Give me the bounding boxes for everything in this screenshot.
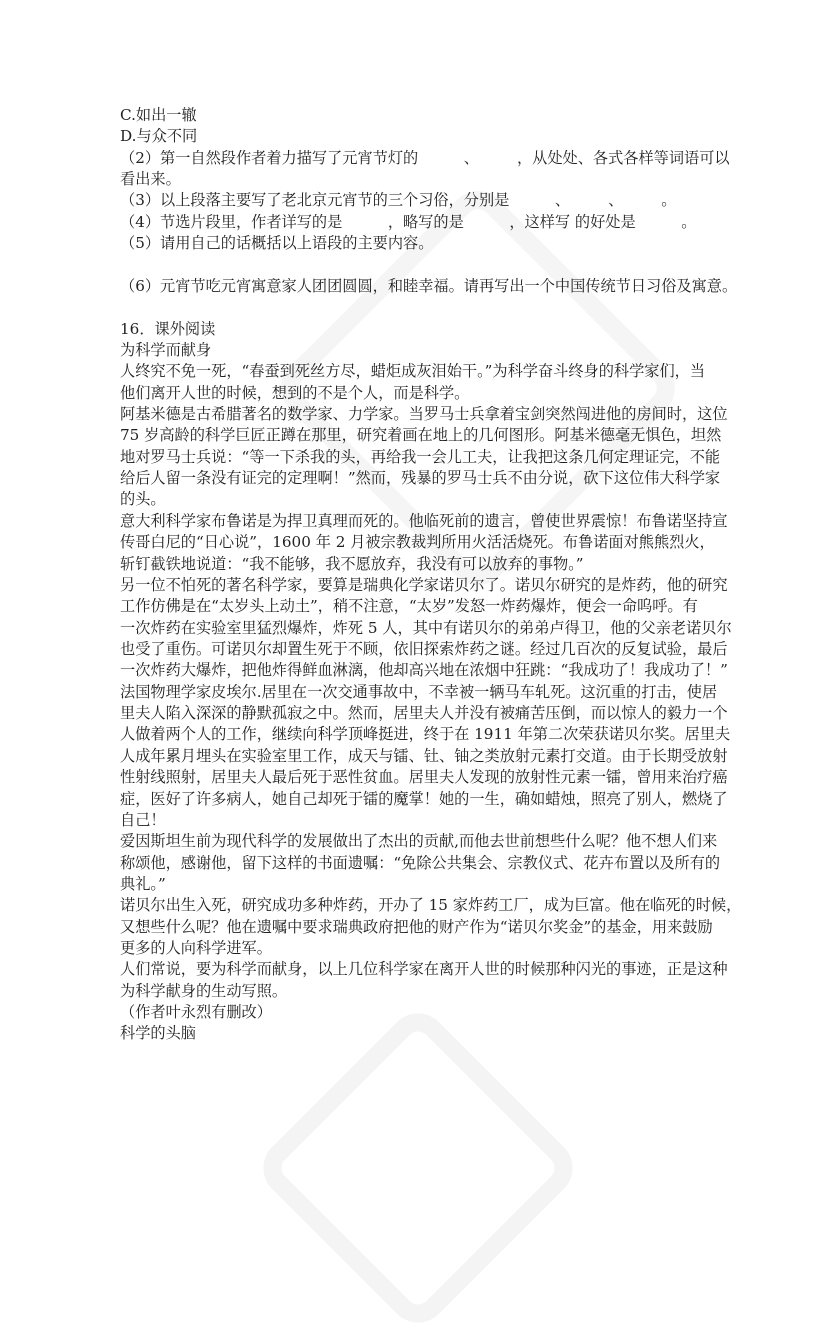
text-line: （6）元宵节吃元宵寓意家人团团圆圆，和睦幸福。请再写出一个中国传统节日习俗及寓意。 — [120, 276, 738, 295]
text-line: 工作仿佛是在“太岁头上动土”，稍不注意，“太岁”发怒一炸药爆炸，便会一命呜呼。有 — [120, 597, 698, 616]
text-line: 意大利科学家布鲁诺是为捍卫真理而死的。他临死前的遗言，曾使世界震惊！布鲁诺坚持宣 — [120, 511, 728, 530]
text-line: 斩钉截铁地说道：“我不能够，我不愿放弃，我没有可以放弃的事物。” — [120, 554, 584, 573]
watermark-logo — [251, 1001, 585, 1335]
text-line: 为科学献身的生动写照。 — [120, 981, 288, 1000]
text-line: 另一位不怕死的著名科学家，要算是瑞典化学家诺贝尔了。诺贝尔研究的是炸药，他的研究 — [120, 575, 728, 594]
text-line: C.如出一辙 — [120, 106, 197, 124]
text-line: 一次炸药大爆炸，把他炸得鲜血淋漓，他却高兴地在浓烟中狂跳：“我成功了！我成功了！” — [120, 661, 728, 680]
text-line: 人终究不免一死，“春蚕到死丝方尽，蜡炬成灰泪始干。”为科学奋斗终身的科学家们，当 — [120, 362, 706, 381]
text-line: 爱因斯坦生前为现代科学的发展做出了杰出的贡献,而他去世前想些什么呢？他不想人们来 — [120, 832, 718, 851]
text-line: 典礼。” — [120, 874, 166, 893]
text-line: 称颂他，感谢他，留下这样的书面遗嘱：“免除公共集会、宗教仪式、花卉布置以及所有的 — [120, 853, 721, 872]
text-line: 人们常说，要为科学而献身，以上几位科学家在离开人世的时候那种闪光的事迹，正是这种 — [120, 960, 728, 979]
text-line: 的头。 — [120, 490, 166, 509]
document-body — [120, 105, 742, 1045]
blank-line — [120, 255, 730, 276]
text-line: （3）以上段落主要写了老北京元宵节的三个习俗，分别是 、 、 。 — [120, 191, 677, 210]
text-line: 16．课外阅读 — [120, 319, 216, 338]
text-line: 自己！ — [120, 810, 166, 829]
text-line: 又想些什么呢？他在遗嘱中要求瑞典政府把他的财产作为“诺贝尔奖金”的基金，用来鼓励 — [120, 917, 713, 936]
text-line: （作者叶永烈有删改） — [120, 1003, 272, 1022]
text-line: 他们离开人世的时候，想到的不是个人，而是科学。 — [120, 383, 470, 402]
text-line: 给后人留一条没有证完的定理啊！”然而，残暴的罗马士兵不由分说，砍下这位伟大科学家 — [120, 469, 721, 488]
text-line: D.与众不同 — [120, 127, 198, 146]
text-line: 更多的人向科学进军。 — [120, 939, 272, 958]
text-line: 法国物理学家皮埃尔.居里在一次交通事故中，不幸被一辆马车轧死。这沉重的打击，使居 — [120, 682, 718, 701]
text-line: 人做着两个人的工作，继续向科学顶峰挺进，终于在 1911 年第二次荣获诺贝尔奖。居里夫 — [120, 725, 731, 744]
text-line: （4）节选片段里，作者详写的是 ，略写的是 ，这样写 的好处是 。 — [120, 212, 697, 231]
text-line: （2）第一自然段作者着力描写了元宵节灯的 、 ，从处处、各式各样等词语可以 — [120, 148, 730, 167]
text-line: 一次炸药在实验室里猛烈爆炸，炸死 5 人，其中有诺贝尔的弟弟卢得卫，他的父亲老诺贝尔 — [120, 618, 732, 637]
blank-line — [120, 297, 730, 318]
text-line: 也受了重伤。可诺贝尔却置生死于不顾，依旧探索炸药之谜。经过几百次的反复试验，最后 — [120, 639, 728, 658]
text-line: 看出来。 — [120, 170, 181, 189]
text-line: 为科学而献身 — [120, 340, 212, 359]
text-line: 地对罗马士兵说：“等一下杀我的头，再给我一会儿工夫，让我把这条几何定理证完，不能 — [120, 447, 721, 466]
text-line: 诺贝尔出生入死，研究成功多种炸药，开办了 15 家炸药工厂，成为巨富。他在临死的时候， — [120, 896, 742, 915]
text-line: 症，医好了许多病人，她自己却死于镭的魔掌！她的一生，确如蜡烛，照亮了别人，燃烧了 — [120, 789, 728, 808]
text-line: 性射线照射，居里夫人最后死于恶性贫血。居里夫人发现的放射性元素一镭，曾用来治疗癌 — [120, 768, 728, 787]
text-line: 人成年累月埋头在实验室里工作，成天与镭、钍、铀之类放射元素打交道。由于长期受放射 — [120, 746, 728, 765]
text-line: （5）请用自己的话概括以上语段的主要内容。 — [120, 234, 434, 253]
text-line: 里夫人陷入深深的静默孤寂之中。然而，居里夫人并没有被痛苦压倒，而以惊人的毅力一个 — [120, 704, 728, 723]
text-line: 科学的头脑 — [120, 1024, 196, 1043]
text-line: 75 岁高龄的科学巨匠正蹲在那里，研究着画在地上的几何图形。阿基米德毫无惧色，坦然 — [120, 426, 722, 445]
text-line: 阿基米德是古希腊著名的数学家、力学家。当罗马士兵拿着宝剑突然闯进他的房间时，这位 — [120, 405, 728, 424]
text-line: 传哥白尼的“日心说”，1600 年 2 月被宗教裁判所用火活活烧死。布鲁诺面对熊熊烈火， — [120, 533, 715, 552]
